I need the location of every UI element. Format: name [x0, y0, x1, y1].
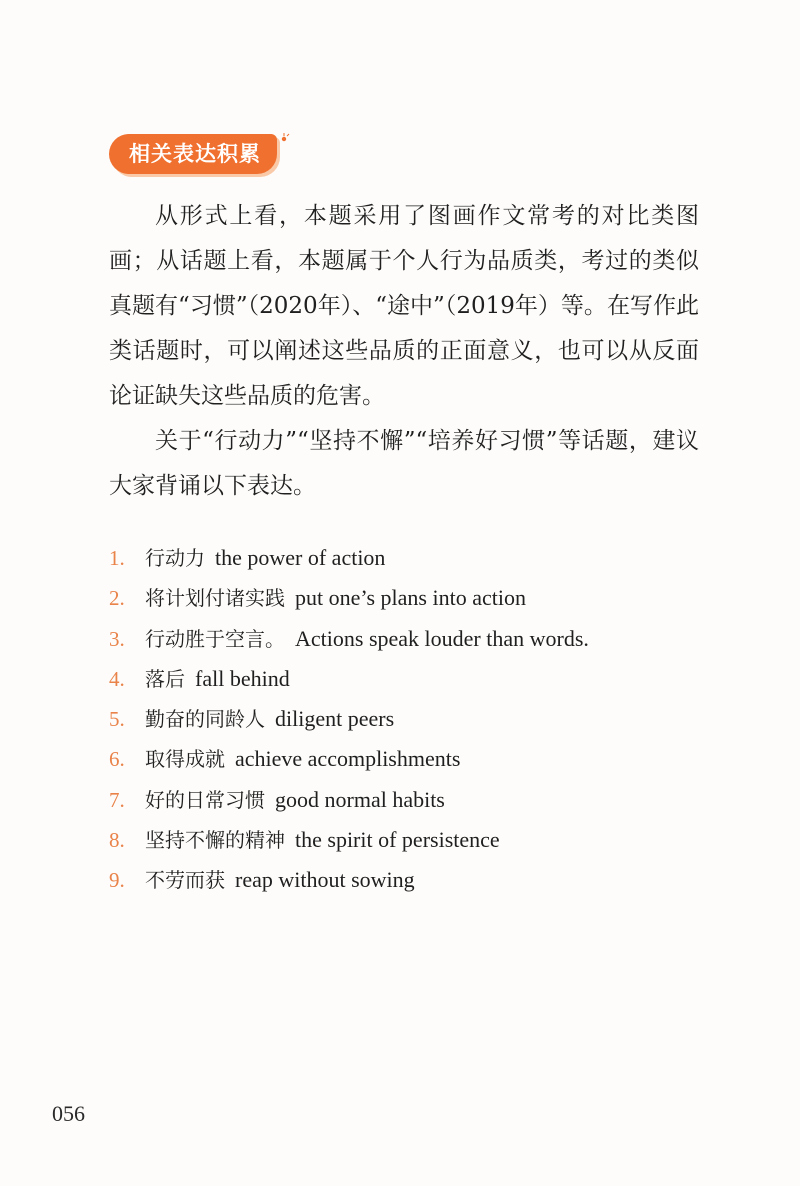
item-english: fall behind	[195, 665, 290, 691]
item-number: 3.	[109, 626, 125, 651]
item-number: 6.	[109, 747, 125, 772]
item-english: good normal habits	[275, 786, 445, 812]
list-item	[109, 538, 709, 578]
item-english: the spirit of persistence	[295, 827, 500, 853]
list-item	[109, 860, 709, 900]
list-item	[109, 780, 709, 820]
list-item	[109, 739, 709, 779]
list-item	[109, 699, 709, 739]
item-chinese: 行动胜于空言。	[145, 626, 285, 651]
item-english: achieve accomplishments	[235, 746, 461, 772]
item-chinese: 勤奋的同龄人	[145, 707, 265, 732]
item-english: reap without sowing	[235, 867, 415, 893]
item-chinese: 好的日常习惯	[145, 787, 265, 812]
item-english: the power of action	[215, 545, 386, 570]
item-english: Actions speak louder than words.	[295, 625, 589, 651]
intro-text	[109, 194, 699, 509]
section-badge	[109, 134, 277, 174]
item-number: 2.	[109, 586, 125, 611]
list-item	[109, 820, 709, 860]
item-number: 4.	[109, 666, 125, 691]
item-number: 7.	[109, 787, 125, 812]
section-title: 相关表达积累	[109, 134, 277, 174]
item-english: diligent peers	[275, 706, 395, 732]
item-chinese: 不劳而获	[145, 868, 225, 893]
item-number: 8.	[109, 828, 125, 853]
intro-paragraph-1: 从形式上看，本题采用了图画作文常考的对比类图画；从话题上看，本题属于个人行为品质类，考过的类似真题有“习惯”（2020年）、“途中”（2019年）等。在写作此类话题时，可以阐述这些品质的正面意义，也可以从反面论证缺失这些品质的危害。	[109, 203, 699, 409]
item-number: 1.	[109, 546, 125, 570]
item-chinese: 将计划付诸实践	[145, 586, 285, 611]
page-number: 056	[52, 1101, 85, 1126]
item-chinese: 坚持不懈的精神	[145, 828, 285, 853]
sparkle-icon	[277, 132, 291, 146]
expression-list	[109, 538, 709, 901]
intro-paragraph-2: 关于“行动力”“坚持不懈”“培养好习惯”等话题，建议大家背诵以下表达。	[109, 428, 699, 499]
item-english: put one’s plans into action	[295, 585, 526, 611]
item-chinese: 行动力	[145, 546, 205, 570]
list-item	[109, 659, 709, 699]
item-chinese: 落后	[145, 666, 185, 691]
item-number: 5.	[109, 707, 125, 732]
item-number: 9.	[109, 868, 125, 893]
item-chinese: 取得成就	[145, 747, 225, 772]
list-item	[109, 619, 709, 659]
list-item	[109, 578, 709, 618]
